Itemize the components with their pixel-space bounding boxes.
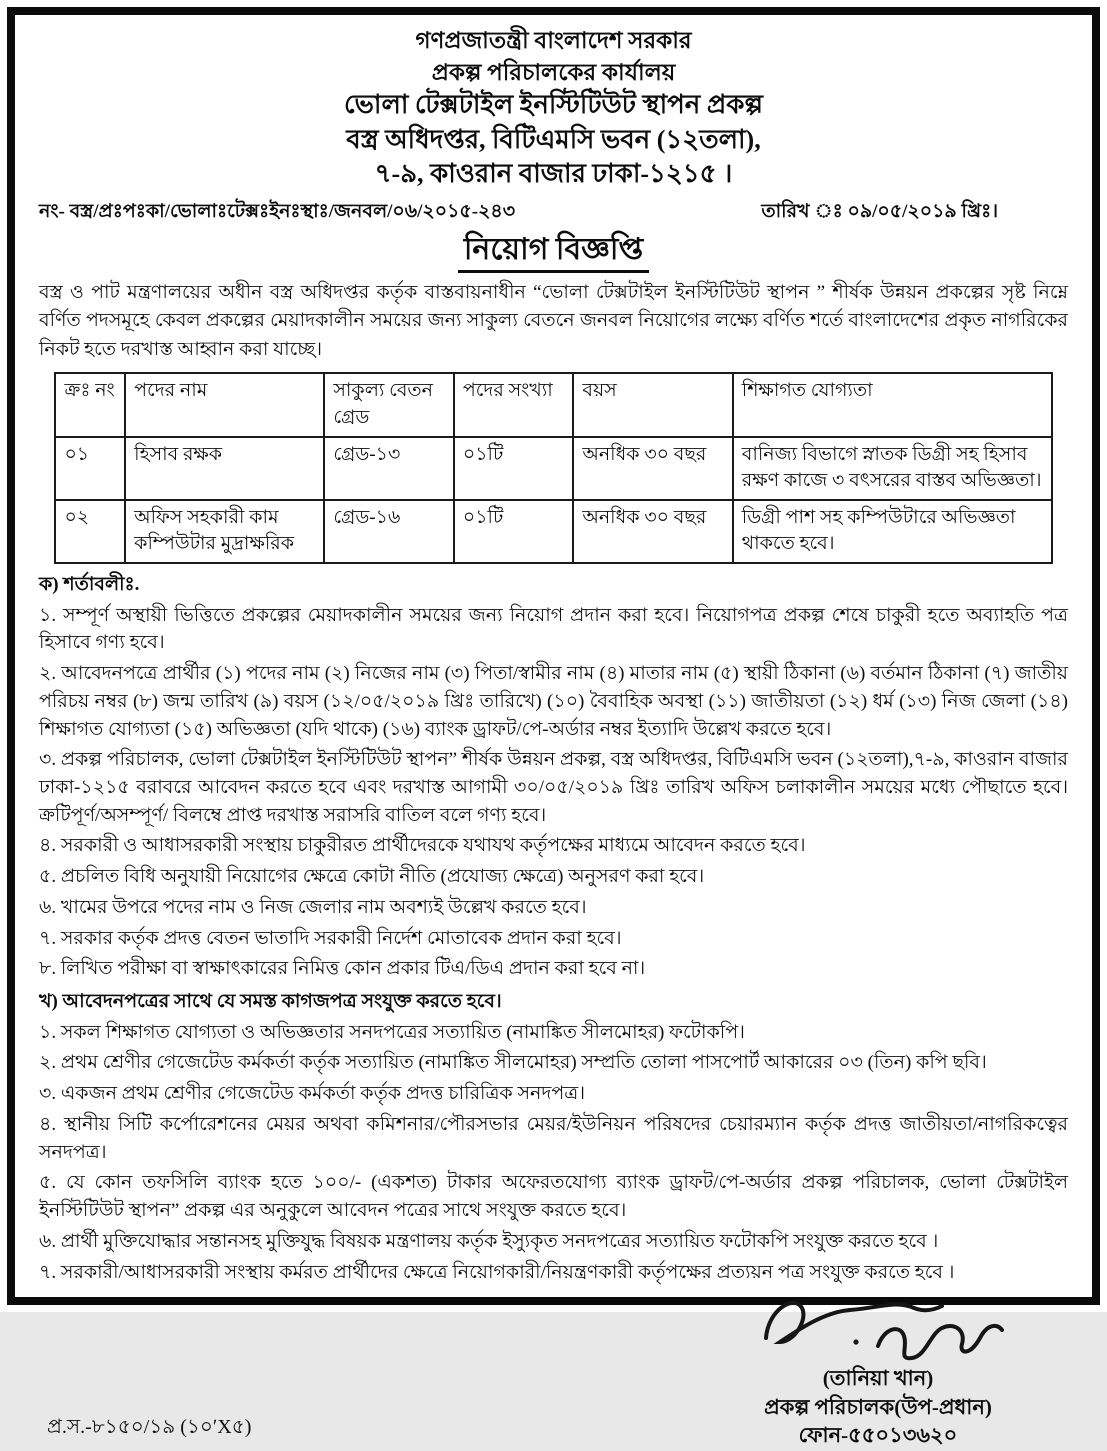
document-item: ৩. একজন প্রথম শ্রেণীর গেজেটেড কর্মকর্তা কর্তৃক প্রদত্ত চারিত্রিক সনদপত্র। [39,1083,585,1105]
section-documents [39,989,1068,1286]
signatory-designation: প্রকল্প পরিচালক(উপ-প্রধান) [764,1394,992,1419]
condition-item: ৬. খামের উপরে পদের নাম ও নিজ জেলার নাম অবশ্যই উল্লেখ করতে হবে। [39,896,587,918]
memo-number: নং- বস্ত্র/প্রঃপঃকা/ভোলাঃটেক্সঃইনঃস্থাঃ/জনবল/০৬/২০১৫-২৪৩ [39,201,516,223]
intro-paragraph: বস্ত্র ও পাট মন্ত্রণালয়ের অধীন বস্ত্র অধিদপ্তর কর্তৃক বাস্তবায়নাধীন “ভোলা টেক্সটাইল ইনস্টিটিউট স্থাপন ” শীর্ষক উন্নয়ন প্রকল্পের সৃষ্ট নিম্নে বর্ণিত পদসমূহে কেবল প্রকল্পের মেয়াদকালীন সময়ের জন্য সাকুল্য বেতনে জনবল নিয়োগের লক্ষ্যে বর্ণিত শর্তে বাংলাদেশের প্রকৃত নাগরিকের নিকট হতে দরখাস্ত আহ্বান করা যাচ্ছে। [39,281,1068,360]
government-name: গণপ্রজাতন্ত্রী বাংলাদেশ সরকার [415,28,692,53]
document-item: ৪. স্থানীয় সিটি কর্পোরেশনের মেয়র অথবা কমিশনার/পৌরসভার মেয়র/ইউনিয়ন পরিষদের চেয়ারম্যান কর্তৃক প্রদত্ত জাতীয়তা/নাগরিকত্বের সনদপত্র। [39,1113,1068,1163]
office-address: ৭-৯, কাওরান বাজার ঢাকা-১২১৫ । [374,159,733,189]
header-post-count: পদের সংখ্যা [454,373,574,436]
office-name: প্রকল্প পরিচালকের কার্যালয় [431,59,676,85]
header-serial: ক্রঃ নং [55,373,125,436]
condition-item: ৪. সরকারী ও আধাসরকারী সংস্থায় চাকুরীরত প্রার্থীদেরকে যথাযথ কর্তৃপক্ষের মাধ্যমে আবেদন করতে হবে। [39,835,806,857]
condition-item: ৭. সরকার কর্তৃক প্রদত্ত বেতন ভাতাদি সরকারী নির্দেশ মোতাবেক প্রদান করা হবে। [39,927,622,949]
document-header [39,25,1068,191]
cell-age: অনধিক ৩০ বছর [573,437,732,500]
title-wrap [39,231,1068,273]
condition-item: ৮. লিখিত পরীক্ষা বা স্বাক্ষাৎকারের নিমিত্ত কোন প্রকার টিএ/ডিএ প্রদান করা হবে না। [39,958,646,980]
page-border-frame [7,7,1100,1447]
document-item: ৬. প্রার্থী মুক্তিযোদ্ধার সন্তানসহ মুক্তিযুদ্ধ বিষয়ক মন্ত্রণালয় কর্তৃক ইস্যুকৃত সনদপত্রের সত্যায়িত ফটোকপি সংযুক্ত করতে হবে । [39,1230,939,1252]
cell-pay-grade: গ্রেড-১৬ [324,500,453,563]
print-reference: প্র.স.-৮১৫০/১৯ (১০ʹX৫) [47,1416,252,1439]
header-pay-grade: সাকুল্য বেতন গ্রেড [324,373,453,436]
header-age: বয়স [573,373,732,436]
signature-block [728,1286,1068,1449]
cell-post-count: ০১টি [454,500,574,563]
cell-post-count: ০১টি [454,437,574,500]
cell-pay-grade: গ্রেড-১৩ [324,437,453,500]
section-conditions-heading: ক) শর্তাবলীঃ. [39,573,140,595]
memo-row [39,197,1068,229]
condition-item: ১. সম্পূর্ণ অস্থায়ী ভিত্তিতে প্রকল্পের মেয়াদকালীন সময়ের জন্য নিয়োগ প্রদান করা হবে। নিয়োগপত্র প্রকল্প শেষে চাকুরী হতে অব্যাহতি পত্র হিসাবে গণ্য হবে। [39,604,1068,654]
condition-item: ৩. প্রকল্প পরিচালক, ভোলা টেক্সটাইল ইনস্টিটিউট স্থাপন” শীর্ষক উন্নয়ন প্রকল্প, বস্ত্র অধিদপ্তর, বিটিএমসি ভবন (১২তলা),৭-৯, কাওরান বাজার ঢাকা-১২১৫ বরাবরে আবেদন করতে হবে এবং দরখাস্ত আগামী ৩০/০৫/২০১৯ খ্রিঃ তারিখ অফিস চলাকালীন সময়ের মধ্যে পৌছাতে হবে। ক্রটিপূর্ণ/অসম্পূর্ণ/ বিলম্বে প্রাপ্ত দরখাস্ত সরাসরি বাতিল বলে গণ্য হবে। [39,749,1068,826]
department-building: বস্ত্র অধিদপ্তর, বিটিএমসি ভবন (১২তলা), [346,124,761,154]
cell-post-name: হিসাব রক্ষক [125,437,324,500]
table-row [55,437,1051,500]
vacancy-table-head [55,373,1051,436]
table-header-row [55,373,1051,436]
section-documents-heading: খ) আবেদনপত্রের সাথে যে সমস্ত কাগজপত্র সংযুক্ত করতে হবে। [39,991,502,1013]
document-item: ৭. সরকারী/আধাসরকারী সংস্থায় কর্মরত প্রার্থীদের ক্ষেত্রে নিয়োগকারী/নিয়ন্ত্রণকারী কর্তৃপক্ষের প্রত্যয়ন পত্র সংযুক্ত করতে হবে । [39,1261,955,1283]
table-row [55,500,1051,563]
condition-item: ৫. প্রচলিত বিধি অনুযায়ী নিয়োগের ক্ষেত্রে কোটা নীতি (প্রযোজ্য ক্ষেত্রে) অনুসরণ করা হবে। [39,866,705,888]
document-item: ২. প্রথম শ্রেণীর গেজেটেড কর্মকর্তা কর্তৃক সত্যায়িত (নামাঙ্কিত সীলমোহর) সম্প্রতি তোলা পাসপোর্ট আকারের ০৩ (তিন) কপি ছবি। [39,1052,987,1074]
cell-qualification: ডিগ্রী পাশ সহ কম্পিউটারে অভিজ্ঞতা থাকতে হবে। [733,500,1052,563]
page-title: নিয়োগ বিজ্ঞপ্তি [458,231,649,273]
section-conditions [39,572,1068,983]
signatory-phone: ফোন-৫৫০১৩৬২০ [798,1423,958,1447]
header-post-name: পদের নাম [125,373,324,436]
date: তারিখ ঃ ০৯/০৫/২০১৯ খ্রিঃ। [761,201,998,223]
cell-serial: ০১ [55,437,125,500]
condition-item: ২. আবেদনপত্রে প্রার্থীর (১) পদের নাম (২) নিজের নাম (৩) পিতা/স্বামীর নাম (৪) মাতার নাম (৫) স্থায়ী ঠিকানা (৬) বর্তমান ঠিকানা (৭) জাতীয় পরিচয় নম্বর (৮) জন্ম তারিখ (৯) বয়স (১২/০৫/২০১৯ খ্রিঃ তারিখে) (১০) বৈবাহিক অবস্থা (১১) জাতীয়তা (১২) ধর্ম (১৩) নিজ জেলা (১৪) শিক্ষাগত যোগ্যতা (১৫) অভিজ্ঞতা (যদি থাকে) (১৬) ব্যাংক ড্রাফট/পে-অর্ডার নম্বর ইত্যাদি উল্লেখ করতে হবে। [39,663,1068,740]
document-item: ৫. যে কোন তফসিলি ব্যাংক হতে ১০০/- (একশত) টাকার অফেরতযোগ্য ব্যাংক ড্রাফট/পে-অর্ডার প্রকল্প পরিচালক, ভোলা টেক্সটাইল ইনস্টিটিউট স্থাপন” প্রকল্প এর অনুকুলে আবেদন পত্রের সাথে সংযুক্ত করতে হবে। [39,1172,1068,1222]
header-qualification: শিক্ষাগত যোগ্যতা [733,373,1052,436]
cell-post-name: অফিস সহকারী কাম কম্পিউটার মুদ্রাক্ষরিক [125,500,324,563]
cell-qualification: বানিজ্য বিভাগে স্নাতক ডিগ্রী সহ হিসাব রক্ষণ কাজে ৩ বৎসরের বাস্তব অভিজ্ঞতা। [733,437,1052,500]
signatory-name: (তানিয়া খান) [822,1366,934,1391]
project-name: ভোলা টেক্সটাইল ইনস্টিটিউট স্থাপন প্রকল্প [344,90,763,120]
cell-serial: ০২ [55,500,125,563]
vacancy-table-body [55,437,1051,563]
bottom-row [39,1286,1068,1451]
document-item: ১. সকল শিক্ষাগত যোগ্যতা ও অভিজ্ঞতার সনদপত্রের সত্যায়িত (নামাঙ্কিত সীলমোহর) ফটোকপি। [39,1021,745,1043]
cell-age: অনধিক ৩০ বছর [573,500,732,563]
vacancy-table [54,372,1052,564]
